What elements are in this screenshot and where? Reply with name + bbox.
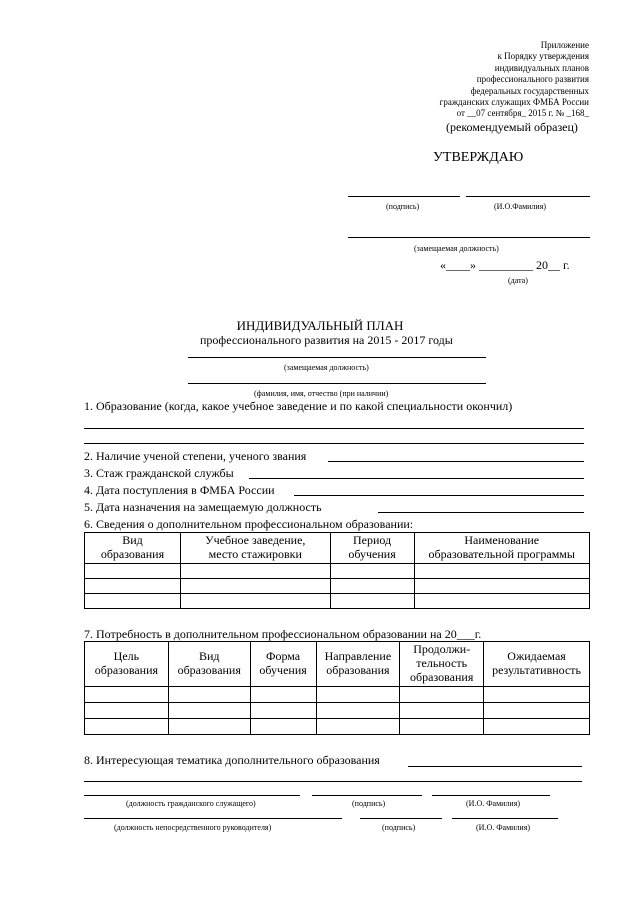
plan-title: ИНДИВИДУАЛЬНЫЙ ПЛАН bbox=[236, 318, 404, 333]
table-row bbox=[85, 594, 590, 609]
table-cell bbox=[414, 564, 590, 579]
item-additional-info: 6. Сведения о дополнительном профессиональном образовании: bbox=[84, 517, 414, 531]
name-line bbox=[466, 196, 590, 197]
table-cell bbox=[85, 564, 181, 579]
table6-header-program: Наименование образовательной программы bbox=[414, 533, 590, 564]
appendix-block bbox=[440, 40, 589, 120]
table-cell bbox=[400, 687, 484, 703]
table-cell bbox=[85, 594, 181, 609]
item-entry-date: 4. Дата поступления в ФМБА России bbox=[84, 483, 275, 497]
appendix-line: Приложение bbox=[540, 40, 589, 50]
appendix-line: к Порядку утверждения bbox=[497, 51, 589, 62]
appendix-line: гражданских служащих ФМБА России bbox=[439, 97, 589, 108]
table7-header-duration: Продолжи-тельность образования bbox=[400, 642, 484, 687]
employee-signature-caption: (подпись) bbox=[352, 799, 386, 808]
manager-name-line bbox=[452, 818, 558, 819]
table-cell bbox=[484, 719, 590, 735]
table-cell bbox=[250, 687, 316, 703]
plan-fio-caption: (фамилия, имя, отчество (при наличии) bbox=[254, 389, 389, 398]
manager-name-caption: (И.О. Фамилия) bbox=[476, 823, 531, 832]
date-caption: (дата) bbox=[508, 276, 528, 285]
table-cell bbox=[85, 719, 169, 735]
appendix-line: индивидуальных планов bbox=[494, 62, 589, 73]
manager-signature-line bbox=[360, 818, 442, 819]
table-cell bbox=[400, 703, 484, 719]
date-line: «____» _________ 20__ г. bbox=[440, 258, 570, 272]
employee-position-caption: (должность гражданского служащего) bbox=[126, 799, 256, 808]
table-cell bbox=[316, 687, 400, 703]
table-cell bbox=[414, 594, 590, 609]
position-caption: (замещаемая должность) bbox=[414, 244, 499, 253]
table6-header-period: Период обучения bbox=[330, 533, 414, 564]
table-cell bbox=[180, 579, 330, 594]
appendix-line: от __07 сентября_ 2015 г. № _168_ bbox=[456, 108, 589, 119]
table-cell bbox=[85, 579, 181, 594]
table-cell bbox=[168, 719, 250, 735]
table-cell bbox=[250, 719, 316, 735]
manager-position-line bbox=[84, 818, 342, 819]
appendix-line: федеральных государственных bbox=[470, 85, 589, 96]
manager-signature-caption: (подпись) bbox=[382, 823, 416, 832]
table-cell bbox=[180, 594, 330, 609]
table-cell bbox=[484, 687, 590, 703]
signature-caption: (подпись) bbox=[386, 202, 420, 211]
table7-header-form: Форма обучения bbox=[250, 642, 316, 687]
employee-signature-line bbox=[312, 795, 422, 796]
table-row bbox=[85, 687, 590, 703]
table-cell bbox=[180, 564, 330, 579]
employee-position-line bbox=[84, 795, 300, 796]
sample-note: (рекомендуемый образец) bbox=[446, 120, 578, 134]
table-cell bbox=[330, 564, 414, 579]
table-cell bbox=[85, 703, 169, 719]
table7-header-goal: Цель образования bbox=[85, 642, 169, 687]
item-need: 7. Потребность в дополнительном профессиональном образовании на 20___г. bbox=[84, 627, 482, 641]
table-cell bbox=[414, 579, 590, 594]
table-row bbox=[85, 564, 590, 579]
table7-header-result: Ожидаемая результативность bbox=[484, 642, 590, 687]
item-topics: 8. Интересующая тематика дополнительного образования bbox=[84, 753, 380, 767]
appointment-date-line bbox=[378, 512, 584, 513]
topics-line-1 bbox=[408, 766, 582, 767]
table-cell bbox=[168, 687, 250, 703]
degree-line bbox=[328, 461, 584, 462]
table-cell bbox=[330, 594, 414, 609]
table-row bbox=[85, 719, 590, 735]
employee-name-line bbox=[432, 795, 550, 796]
table-row bbox=[85, 703, 590, 719]
plan-subtitle: профессионального развития на 2015 - 2017 годы bbox=[200, 333, 453, 347]
table-cell bbox=[168, 703, 250, 719]
table6-header-institution: Учебное заведение, место стажировки bbox=[180, 533, 330, 564]
table-cell bbox=[484, 703, 590, 719]
table-cell bbox=[400, 719, 484, 735]
table6-header-type: Вид образования bbox=[85, 533, 181, 564]
item-degree: 2. Наличие ученой степени, ученого звания bbox=[84, 449, 307, 463]
plan-position-line bbox=[188, 357, 486, 358]
topics-line-2 bbox=[84, 781, 582, 782]
position-line bbox=[348, 237, 590, 238]
item-education: 1. Образование (когда, какое учебное заведение и по какой специальности окончил) bbox=[84, 399, 513, 413]
name-caption: (И.О.Фамилия) bbox=[494, 202, 547, 211]
table-cell bbox=[330, 579, 414, 594]
manager-position-caption: (должность непосредственного руководителя) bbox=[114, 823, 272, 832]
item-appointment-date: 5. Дата назначения на замещаемую должность bbox=[84, 500, 322, 514]
signature-line bbox=[348, 196, 460, 197]
table-cell bbox=[316, 719, 400, 735]
education-line-1 bbox=[84, 428, 584, 429]
plan-position-caption: (замещаемая должность) bbox=[284, 363, 369, 372]
plan-fio-line bbox=[188, 383, 486, 384]
table-cell bbox=[85, 687, 169, 703]
table7-header-type: Вид образования bbox=[168, 642, 250, 687]
entry-date-line bbox=[294, 495, 584, 496]
table7-header-direction: Направление образования bbox=[316, 642, 400, 687]
approve-title: УТВЕРЖДАЮ bbox=[433, 150, 524, 165]
additional-education-table bbox=[84, 532, 590, 609]
need-table bbox=[84, 641, 590, 735]
table-row bbox=[85, 579, 590, 594]
item-service: 3. Стаж гражданской службы bbox=[84, 466, 234, 480]
education-line-2 bbox=[84, 443, 584, 444]
table-cell bbox=[250, 703, 316, 719]
appendix-line: профессионального развития bbox=[476, 74, 589, 85]
table-cell bbox=[316, 703, 400, 719]
employee-name-caption: (И.О. Фамилия) bbox=[466, 799, 521, 808]
service-line bbox=[249, 478, 584, 479]
